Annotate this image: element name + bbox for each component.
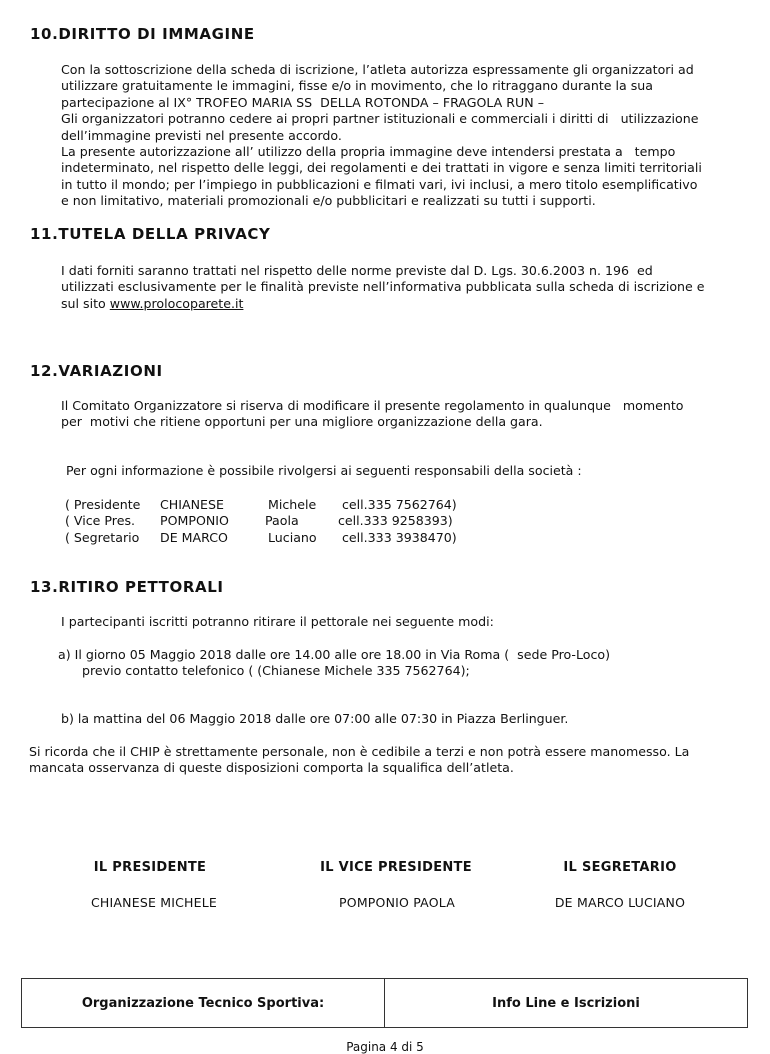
- signature-name-secretary: DE MARCO LUCIANO: [554, 895, 686, 910]
- section-10-body: [61, 62, 702, 210]
- option-a-line: a) Il giorno 05 Maggio 2018 dalle ore 14.00 alle ore 18.00 in Via Roma ( sede Pro-Loco): [58, 647, 611, 662]
- signature-title-vice-president: IL VICE PRESIDENTE: [320, 860, 472, 875]
- contact-name: Paola: [265, 513, 299, 529]
- contact-role: ( Vice Pres.: [65, 513, 136, 529]
- text-line: Con la sottoscrizione della scheda di iscrizione, l’atleta autorizza espressamente gli organizzatori ad: [61, 62, 694, 77]
- text-line: La presente autorizzazione all’ utilizzo della propria immagine deve intendersi prestata a tempo: [61, 144, 676, 160]
- website-link[interactable]: www.prolocoparete.it: [109, 295, 244, 311]
- section-13-heading: 13.RITIRO PETTORALI: [30, 578, 224, 596]
- text-line: per motivi che ritiene opportuni per una migliore organizzazione della gara.: [61, 414, 543, 430]
- section-11-body: [61, 263, 705, 312]
- text-line: Gli organizzatori potranno cedere ai propri partner istituzionali e commerciali i diritti di utilizzazione: [61, 111, 699, 127]
- option-a-line: previo contatto telefonico ( (Chianese Michele 335 7562764);: [82, 663, 470, 679]
- footer-table: [21, 978, 748, 1028]
- footer-cell-left: Organizzazione Tecnico Sportiva:: [81, 995, 325, 1011]
- section-10-heading: 10.DIRITTO DI IMMAGINE: [30, 25, 255, 43]
- section-13-intro: I partecipanti iscritti potranno ritirare il pettorale nei seguente modi:: [61, 614, 494, 629]
- text-line: I dati forniti saranno trattati nel rispetto delle norme previste dal D. Lgs. 30.6.2003 n. 196 ed: [61, 263, 653, 278]
- text-line: indeterminato, nel rispetto delle leggi, dei regolamenti e dei trattati in vigore e senza limiti territoriali: [61, 160, 702, 176]
- text-line: utilizzare gratuitamente le immagini, fisse e/o in movimento, che lo ritraggano durante la sua: [61, 78, 653, 94]
- contact-surname: CHIANESE: [160, 497, 224, 512]
- contact-phone: cell.335 7562764): [342, 497, 457, 512]
- option-b: b) la mattina del 06 Maggio 2018 dalle ore 07:00 alle 07:30 in Piazza Berlinguer.: [61, 711, 569, 726]
- text-line: dell’immagine previsti nel presente accordo.: [61, 127, 342, 143]
- page-number: Pagina 4 di 5: [346, 1040, 424, 1054]
- contact-phone: cell.333 3938470): [342, 529, 457, 545]
- text-line: utilizzati esclusivamente per le finalità previste nell’informativa pubblicata sulla scheda di iscrizione e: [61, 279, 705, 295]
- text-line: partecipazione al IX° TROFEO MARIA SS DELLA ROTONDA – FRAGOLA RUN –: [61, 94, 544, 110]
- contacts-list: [65, 497, 485, 546]
- text-line: in tutto il mondo; per l’impiego in pubblicazioni e filmati vari, ivi inclusi, a mero titolo esemplificativo: [61, 176, 698, 192]
- text-line: Il Comitato Organizzatore si riserva di modificare il presente regolamento in qualunque momento: [61, 398, 684, 413]
- section-12-heading: 12.VARIAZIONI: [30, 362, 163, 380]
- contact-row: [65, 497, 485, 513]
- signature-name-president: CHIANESE MICHELE: [91, 895, 217, 910]
- contact-name: Michele: [268, 497, 317, 512]
- contact-phone: cell.333 9258393): [338, 513, 453, 529]
- contact-row: [65, 530, 485, 546]
- section-11-heading: 11.TUTELA DELLA PRIVACY: [30, 225, 271, 243]
- signature-title-president: IL PRESIDENTE: [93, 860, 207, 875]
- text-line: e non limitativo, materiali promozionali e/o pubblicitari e realizzati su tutti i supporti.: [61, 193, 596, 209]
- chip-note-line: mancata osservanza di queste disposizioni comporta la squalifica dell’atleta.: [29, 760, 514, 776]
- option-a: [58, 647, 610, 680]
- contact-row: [65, 513, 485, 529]
- link-prefix: sul sito: [61, 295, 110, 311]
- info-text: Per ogni informazione è possibile rivolgersi ai seguenti responsabili della società :: [66, 463, 582, 478]
- section-12-body: [61, 398, 684, 431]
- text-line-with-link: [61, 296, 705, 312]
- contact-role: ( Segretario: [65, 529, 140, 545]
- contact-surname: POMPONIO: [160, 513, 229, 529]
- chip-note: [29, 744, 689, 777]
- contact-role: ( Presidente: [65, 497, 141, 512]
- footer-cell-right: Info Line e Iscrizioni: [384, 979, 747, 1027]
- signature-name-vice-president: POMPONIO PAOLA: [339, 895, 455, 910]
- chip-note-line: Si ricorda che il CHIP è strettamente personale, non è cedibile a terzi e non potrà essere manomesso. La: [29, 744, 690, 759]
- contact-surname: DE MARCO: [160, 529, 228, 545]
- contact-name: Luciano: [268, 529, 317, 545]
- signature-title-secretary: IL SEGRETARIO: [563, 860, 677, 875]
